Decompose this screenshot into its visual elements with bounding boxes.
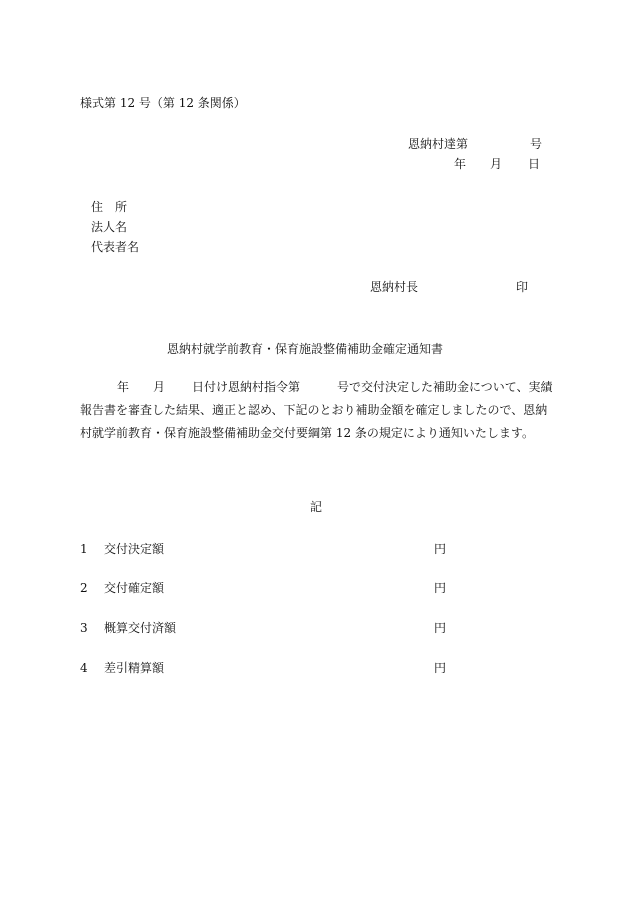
mayor-label: 恩納村長	[370, 280, 419, 294]
body-paragraph-line-3: 村就学前教育・保育施設整備補助金交付要綱第 12 条の規定により通知いたします。	[80, 426, 534, 440]
reference-number-prefix: 恩納村達第	[408, 137, 469, 151]
item-number: 2	[80, 581, 88, 595]
item-label: 差引精算額	[104, 661, 165, 675]
item-label: 交付確定額	[104, 581, 165, 595]
ki-heading: 記	[310, 500, 323, 514]
representative-name-label: 代表者名	[91, 240, 140, 254]
item-unit: 円	[434, 661, 447, 675]
item-number: 1	[80, 542, 88, 556]
seal-label: 印	[516, 280, 529, 294]
item-number: 3	[80, 621, 88, 635]
item-number: 4	[80, 661, 88, 675]
body-line1-rest: 号で交付決定した補助金について、実績	[337, 380, 553, 394]
address-label: 住 所	[91, 200, 128, 214]
item-unit: 円	[434, 581, 447, 595]
body-year-label: 年	[117, 380, 130, 394]
date-day-label: 日	[528, 157, 541, 171]
item-unit: 円	[434, 542, 447, 556]
date-month-label: 月	[490, 157, 503, 171]
corporation-name-label: 法人名	[91, 220, 128, 234]
form-number-label: 様式第 12 号（第 12 条関係）	[80, 96, 246, 110]
item-unit: 円	[434, 621, 447, 635]
date-year-label: 年	[454, 157, 467, 171]
item-label: 交付決定額	[104, 542, 165, 556]
body-directive-text: 日付け恩納村指令第	[192, 380, 301, 394]
body-paragraph-line-2: 報告書を審査した結果、適正と認め、下記のとおり補助金額を確定しましたので、恩納	[80, 403, 548, 417]
reference-number-suffix: 号	[530, 137, 543, 151]
document-title: 恩納村就学前教育・保育施設整備補助金確定通知書	[167, 342, 444, 356]
body-month-label: 月	[153, 380, 166, 394]
item-label: 概算交付済額	[104, 621, 177, 635]
